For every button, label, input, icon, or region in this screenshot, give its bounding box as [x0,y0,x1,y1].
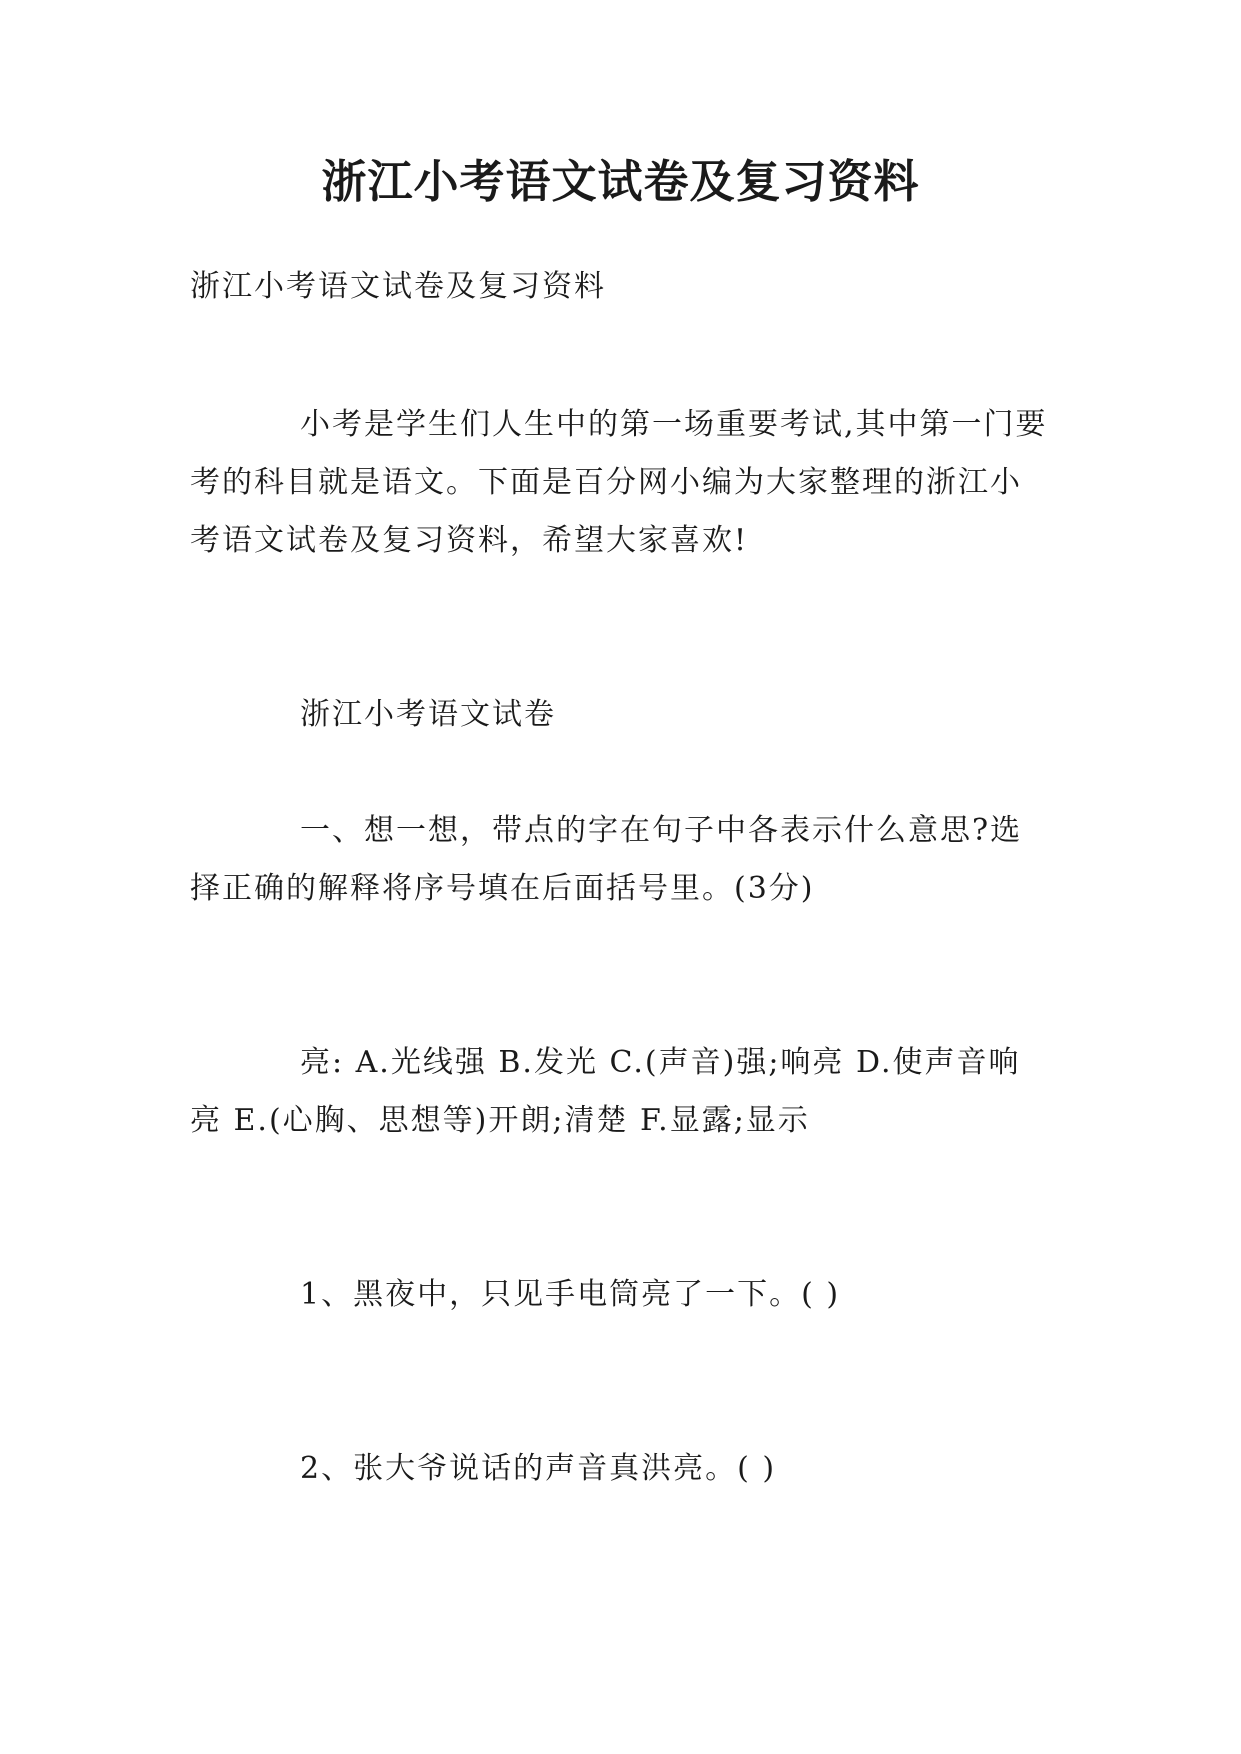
document-title: 浙江小考语文试卷及复习资料 [321,155,920,208]
question-item-1: 1、黑夜中，只见手电筒亮了一下。( ) [300,1277,841,1312]
question-item-2: 2、张大爷说话的声音真洪亮。( ) [300,1451,777,1486]
section-heading: 浙江小考语文试卷 [300,697,556,732]
definitions-paragraph: 亮: A.光线强 B.发光 C.(声音)强;响亮 D.使声音响亮 E.(心胸、思想等)开朗;清楚 F.显露;显示 [190,1045,1021,1138]
intro-paragraph: 小考是学生们人生中的第一场重要考试,其中第一门要考的科目就是语文。下面是百分网小编为大家整理的浙江小考语文试卷及复习资料，希望大家喜欢! [190,407,1048,558]
question-one: 一、想一想，带点的字在句子中各表示什么意思?选择正确的解释将序号填在后面括号里。(3分) [190,813,1023,906]
document-subtitle: 浙江小考语文试卷及复习资料 [190,269,606,304]
